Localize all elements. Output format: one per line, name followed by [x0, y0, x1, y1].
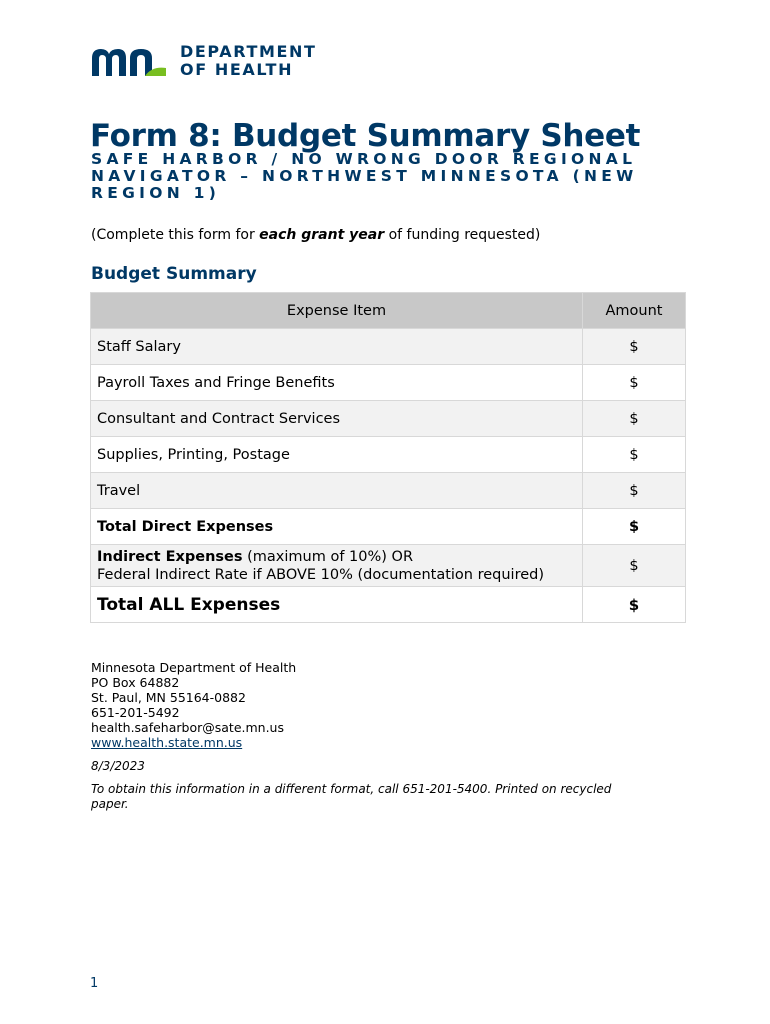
brand-line-1: DEPARTMENT — [180, 42, 317, 61]
instruction-text — [91, 227, 540, 243]
indirect-row — [91, 545, 686, 587]
total-direct-label: Total Direct Expenses — [91, 509, 583, 545]
expense-item: Payroll Taxes and Fringe Benefits — [91, 365, 583, 401]
amount-cell[interactable]: $ — [583, 401, 686, 437]
indirect-amount[interactable]: $ — [583, 545, 686, 587]
table-row — [91, 437, 686, 473]
expense-item: Staff Salary — [91, 329, 583, 365]
table-row — [91, 473, 686, 509]
contact-org: Minnesota Department of Health — [91, 660, 297, 675]
budget-summary-table — [90, 292, 686, 623]
amount-cell[interactable]: $ — [583, 437, 686, 473]
expense-item: Travel — [91, 473, 583, 509]
table-header-row — [91, 293, 686, 329]
contact-po-box: PO Box 64882 — [91, 675, 180, 690]
page-number: 1 — [90, 976, 99, 991]
page-subtitle: SAFE HARBOR / NO WRONG DOOR REGIONAL NAVIGATOR – NORTHWEST MINNESOTA (NEW REGION 1) — [91, 150, 638, 202]
contact-phone: 651-201-5492 — [91, 705, 180, 720]
brand-wordmark — [180, 43, 317, 79]
indirect-label-line2: Federal Indirect Rate if ABOVE 10% (documentation required) — [97, 566, 545, 583]
amount-cell[interactable]: $ — [583, 329, 686, 365]
total-direct-amount[interactable]: $ — [583, 509, 686, 545]
table-row — [91, 365, 686, 401]
document-date: 8/3/2023 — [91, 759, 145, 773]
total-all-amount[interactable]: $ — [583, 587, 686, 623]
instruction-after: of funding requested) — [384, 227, 541, 243]
expense-item: Supplies, Printing, Postage — [91, 437, 583, 473]
table-row — [91, 401, 686, 437]
section-heading: Budget Summary — [91, 264, 257, 284]
accessibility-notice: To obtain this information in a different format, call 651-201-5400. Printed on recycled paper. — [91, 782, 612, 811]
column-header-item: Expense Item — [91, 293, 583, 329]
indirect-label-rest: (maximum of 10%) OR — [242, 548, 414, 565]
contact-email: health.safeharbor@sate.mn.us — [91, 720, 284, 735]
contact-block — [91, 660, 296, 750]
page-title: Form 8: Budget Summary Sheet — [90, 118, 641, 154]
instruction-before: (Complete this form for — [91, 227, 260, 243]
table-row — [91, 329, 686, 365]
column-header-amount: Amount — [583, 293, 686, 329]
brand-line-2: OF HEALTH — [180, 60, 294, 79]
amount-cell[interactable]: $ — [583, 473, 686, 509]
expense-item: Consultant and Contract Services — [91, 401, 583, 437]
amount-cell[interactable]: $ — [583, 365, 686, 401]
indirect-label — [91, 545, 583, 587]
total-direct-row — [91, 509, 686, 545]
website-link[interactable]: www.health.state.mn.us — [91, 735, 243, 750]
instruction-emphasis: each grant year — [259, 227, 385, 243]
indirect-label-bold: Indirect Expenses — [97, 548, 243, 565]
total-all-row — [91, 587, 686, 623]
total-all-label: Total ALL Expenses — [91, 587, 583, 623]
contact-city: St. Paul, MN 55164-0882 — [91, 690, 246, 705]
